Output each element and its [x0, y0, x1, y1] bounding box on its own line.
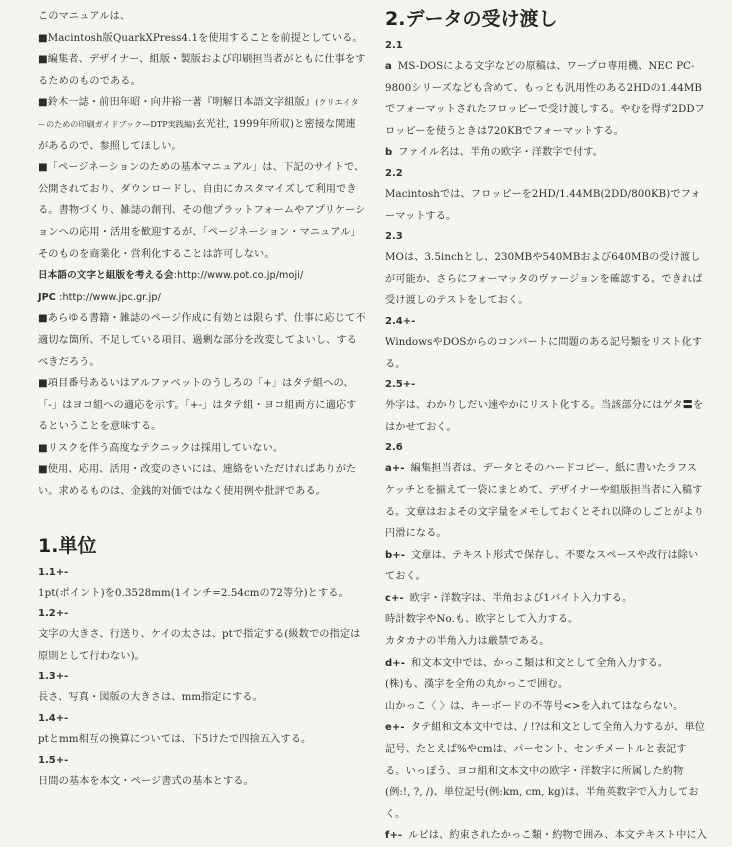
item-number: 2.3 — [385, 231, 403, 243]
section-title: 2.データの受け渡し — [385, 8, 558, 30]
item-text: ptとmm相互の換算については、下5けたで四捨五入する。 — [38, 734, 312, 746]
item-number: 2.4+- — [385, 315, 416, 327]
entry — [385, 545, 707, 588]
entry-text: MOは、3.5inchとし、230MBや540MBおよび640MBの受け渡しが可能か、さらにフォーマッタのヴァージョンを確認する。できれば受け渡しのテストをしておく。 — [385, 252, 703, 307]
entry-text: カタカナの半角入力は厳禁である。 — [385, 636, 550, 648]
entry-label: c+- — [385, 592, 404, 604]
entry-text: MS-DOSによる文字などの原稿は、ワープロ専用機、NEC PC-9800シリーズなども含めて、もっとも汎用性のある2HDの1.44MBでフォーマットされたフロッピーで受け渡しする。やむを得ず2DDフロッピーを使うときは720KBでフォーマットする。 — [385, 61, 705, 137]
entry-label: a — [385, 61, 392, 72]
item-number: 1.3+- — [38, 671, 69, 683]
note-line: ■使用、応用、活用・改変のさいには、連絡をいただければありがたい。求めるものは、金銭的対価ではなく使用例や批評である。 — [38, 464, 357, 498]
right-column — [385, 0, 707, 847]
reference-label: 日本語の文字と組版を考える会 — [38, 270, 174, 282]
section-title: 1.単位 — [38, 534, 97, 557]
book-publisher: 玄光社, 1999年所収)と密接な関連があるので、参照してほしい。 — [38, 118, 356, 152]
intro-line: ■Macintosh版QuarkXPress4.1を使用することを前提としている。 — [38, 32, 363, 44]
note-line: ■リスクを伴う高度なテクニックは採用していない。 — [38, 442, 284, 454]
intro-line: ■編集者、デザイナー、組版・製版および印刷担当者がともに仕事をするためのものである。 — [38, 54, 366, 87]
book-reference: ■鈴木一誌・前田年昭・向井裕一著『明解日本語文字組版』 — [38, 97, 316, 109]
item-number: 2.5+- — [385, 379, 416, 391]
entry-text: ファイル名は、半角の欧字・洋数字で付す。 — [398, 147, 603, 159]
intro-line: このマニュアルは、 — [38, 11, 131, 22]
item-number: 2.1 — [385, 40, 403, 51]
entry — [385, 717, 707, 825]
entry-label: a+- — [385, 463, 405, 475]
entry-text: WindowsやDOSからのコンバートに問題のある記号類をリスト化する。 — [385, 336, 703, 370]
entry-text: (株)も、漢字を全角の丸かっこで囲む。 — [385, 679, 569, 691]
entry-text: 山かっこ〈 〉は、キーボードの不等号<>を入れてはならない。 — [385, 700, 684, 712]
reference-link[interactable] — [38, 265, 366, 287]
intro-line: ■「ページネーションのための基本マニュアル」は、下記のサイトで、公開されており、ダウンロードし、自由にカスタマイズして利用できる。書物づくり、雑誌の創刊、その他プラットフォームやアプリケーションへの応用・活用を歓迎するが、「ページネーション・マニュアル」そのものを商業化・営利化することは許可しない。 — [38, 162, 366, 260]
intro-line — [38, 92, 366, 157]
entry-label: e+- — [385, 722, 405, 734]
entry-text: 和文本文中では、かっこ類は和文として全角入力する。 — [411, 657, 669, 669]
entry-label: f+- — [385, 830, 403, 842]
item-text: 1pt(ポイント)を0.3528mm(1インチ=2.54cmの72等分)とする。 — [38, 587, 349, 599]
entry-text: 外字は、わかりしだい速やかにリスト化する。当該部分にはゲタ〓をはかせておく。 — [385, 400, 704, 433]
item-number: 2.6 — [385, 442, 403, 454]
entry — [385, 825, 707, 847]
entry-label: b+- — [385, 549, 405, 561]
entry-text: 時計数字やNo.も、欧字として入力する。 — [385, 614, 579, 626]
item-text: 長さ、写真・図版の大きさは、mm指定にする。 — [38, 692, 263, 704]
book-subtitle: (クリエイターのための印刷ガイドブック—DTP実践編) — [38, 98, 359, 129]
item-text: 日間の基本を本文・ページ書式の基本とする。 — [38, 775, 254, 787]
entry-text: タテ組和文本文中では、/ !?は和文として全角入力するが、単位記号、たとえば%やcmは、パーセント、センチメートルと表記する。いっぽう、ヨコ組和文本文中の欧字・洋数字に所属した約物(例:!, ?, /)、単位記号(例:km, cm, kg)は、半角英数字で入力しておく。 — [385, 722, 706, 820]
left-column — [38, 0, 366, 792]
entry-text: 欧字・洋数字は、半角および1バイト入力する。 — [409, 592, 633, 604]
entry — [385, 653, 707, 675]
item-number: 1.4+- — [38, 713, 69, 725]
reference-link[interactable] — [38, 287, 366, 309]
entry-text: Macintoshでは、フロッピーを2HD/1.44MB(2DD/800KB)でフォーマットする。 — [385, 188, 701, 222]
reference-url[interactable]: :http://www.jpc.gr.jp/ — [59, 291, 161, 303]
entry — [385, 56, 707, 142]
item-number: 1.5+- — [38, 754, 69, 766]
entry-text: 編集担当者は、データとそのハードコピー、紙に書いたラフスケッチとを揃えて一袋にまとめて、デザイナーや組版担当者に入稿する。文章はおよその文字量をメモしておくとそれ以降のしごとがより円滑になる。 — [385, 463, 704, 540]
entry-text: ルビは、約束されたかっこ類・約物で囲み、本文テキスト中に入 — [408, 830, 707, 842]
entry-label: d+- — [385, 657, 405, 669]
item-number: 1.2+- — [38, 608, 69, 620]
note-line: ■項目番号あるいはアルファベットのうしろの「+」はタテ組への、「-」はヨコ組への適応を示す。「+-」はタテ組・ヨコ組両方に適応するということを意味する。 — [38, 378, 357, 433]
entry — [385, 458, 707, 544]
item-text: 文字の大きさ、行送り、ケイの太さは、ptで指定する(級数での指定は原則として行わない)。 — [38, 629, 361, 662]
entry-text: 文章は、テキスト形式で保存し、不要なスペースや改行は除いておく。 — [385, 549, 699, 583]
item-number: 2.2 — [385, 167, 403, 179]
entry — [385, 588, 707, 610]
item-number: 1.1+- — [38, 566, 69, 578]
reference-label: JPC — [38, 291, 56, 303]
reference-url[interactable]: :http://www.pot.co.jp/moji/ — [173, 270, 304, 282]
note-line: ■あらゆる書籍・雑誌のページ作成に有効とは限らず、仕事に応じて不適切な箇所、不足している項目、過剰な部分を改変してよいし、するべきだろう。 — [38, 313, 366, 368]
entry — [385, 142, 707, 164]
entry-label: b — [385, 147, 393, 159]
